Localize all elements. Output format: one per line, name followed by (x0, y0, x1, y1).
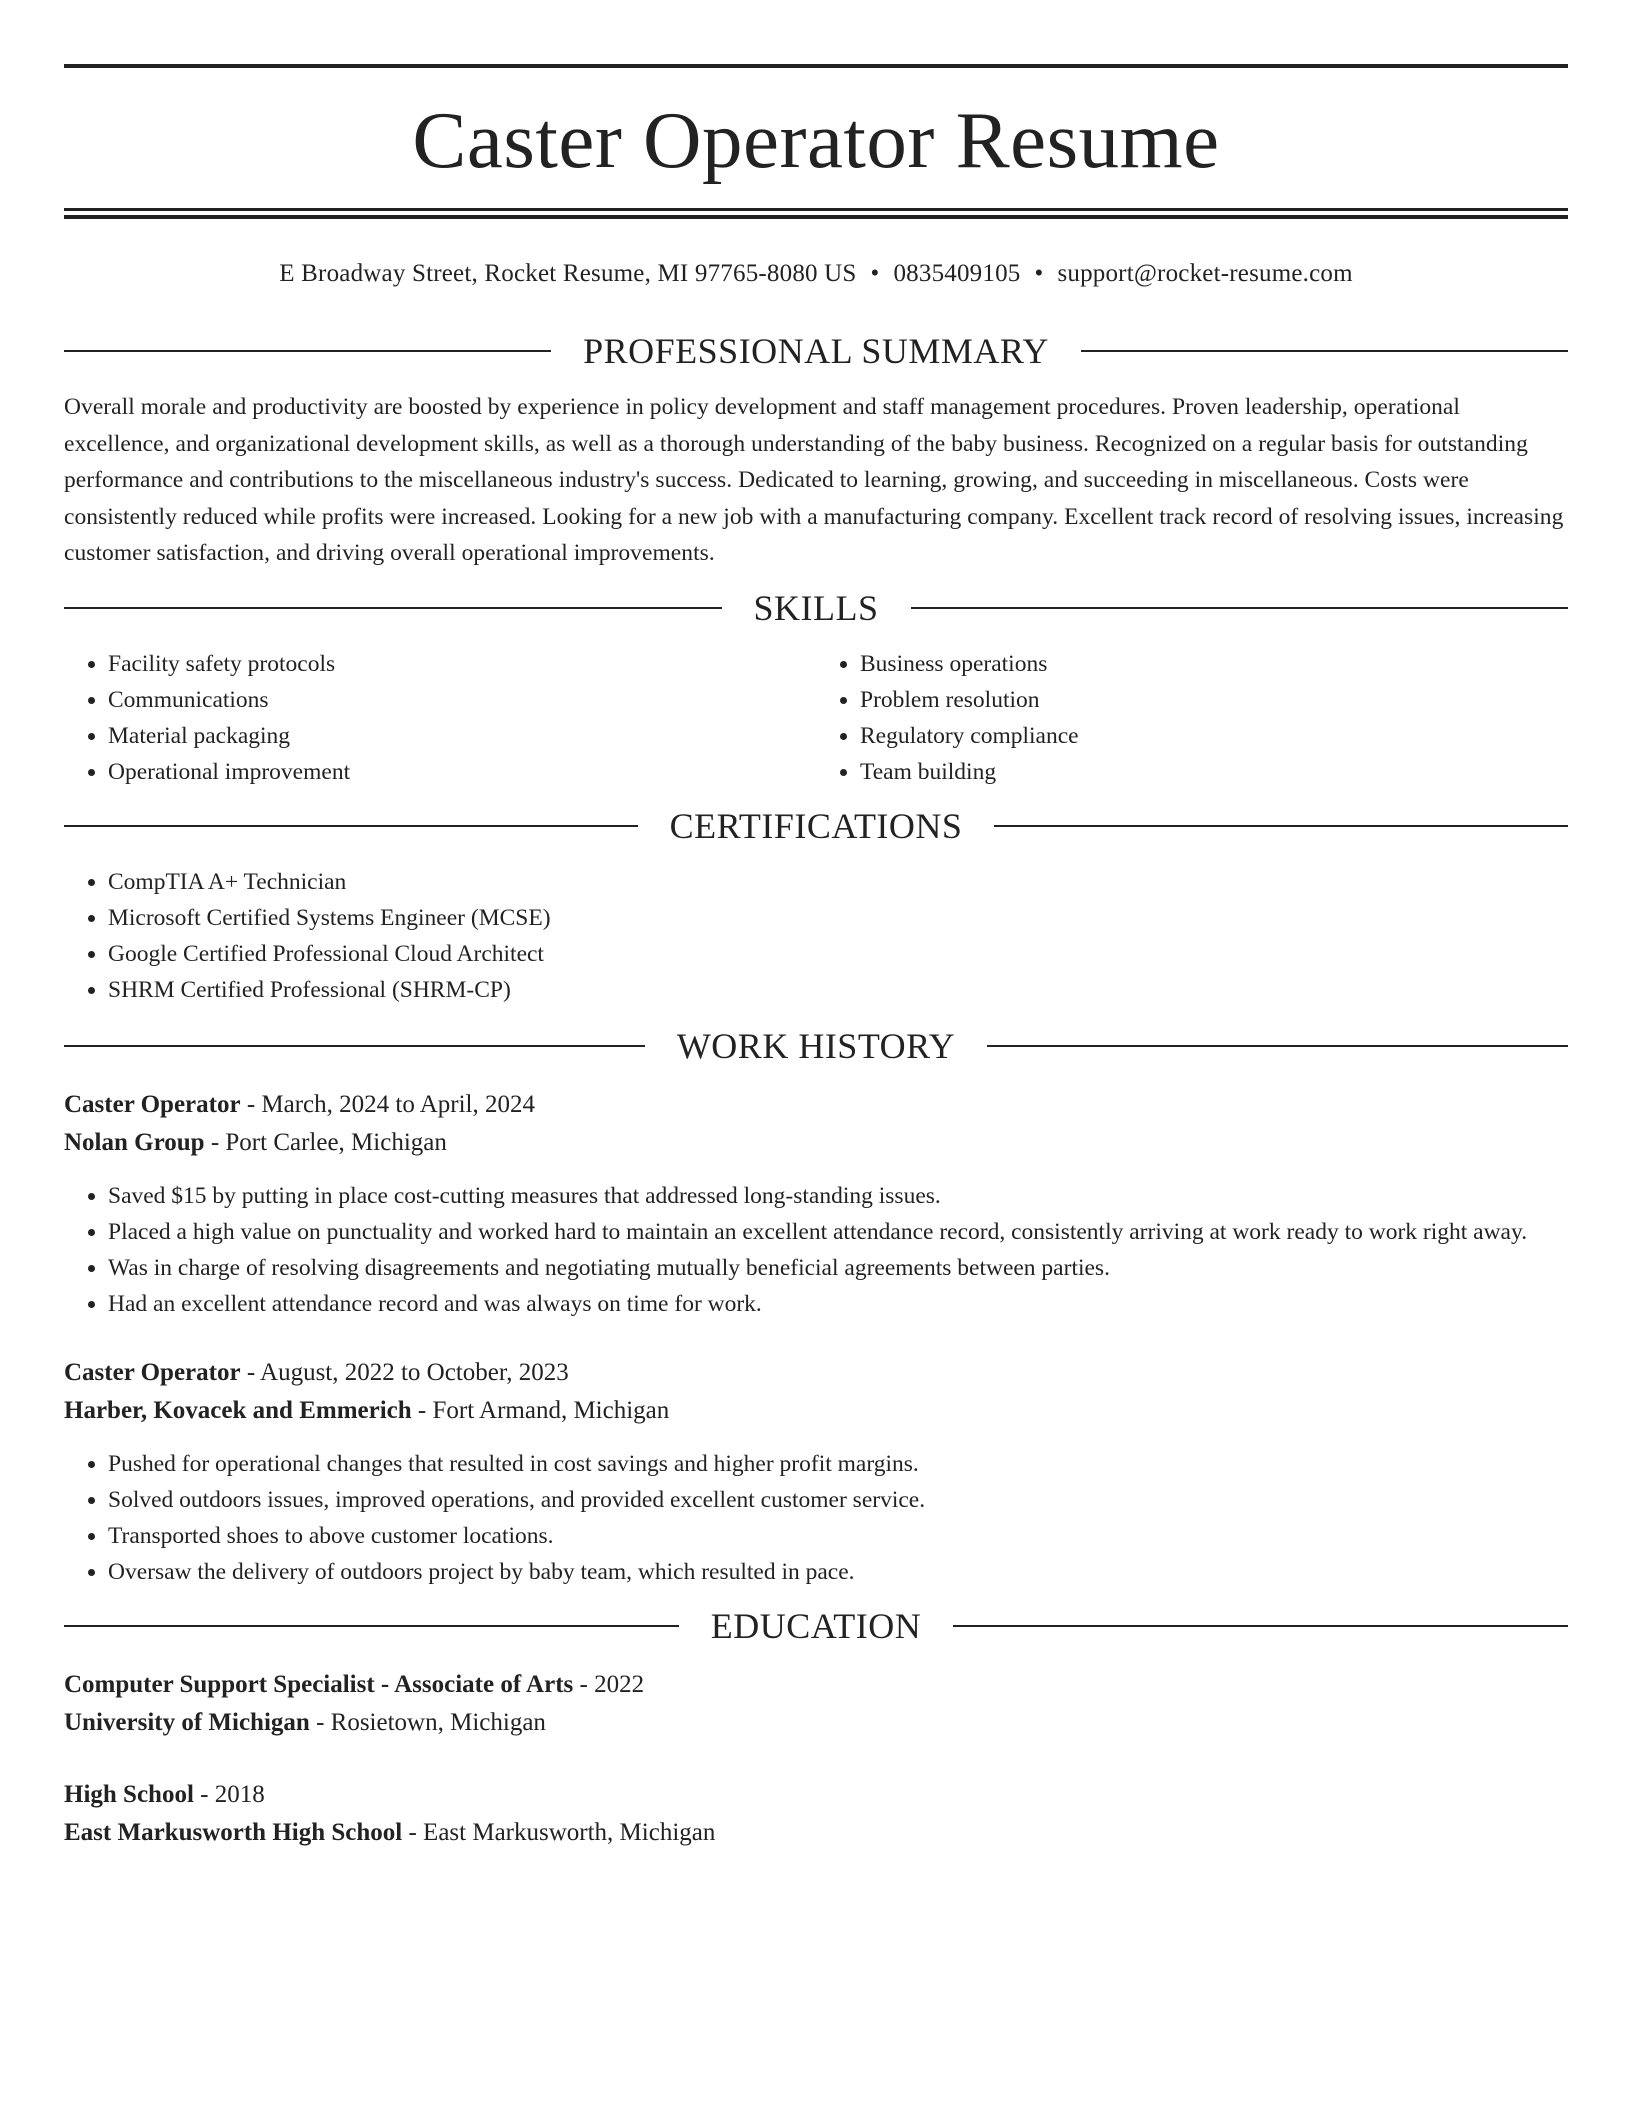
education-degree: High School (64, 1780, 194, 1808)
certifications-title: CERTIFICATIONS (669, 805, 963, 846)
education-degree: Computer Support Specialist - Associate of Arts (64, 1670, 574, 1698)
certifications-heading (64, 804, 1568, 848)
skills-list-right (816, 646, 1568, 790)
skill-item: • Regulatory compliance (860, 718, 1568, 754)
job-role: Caster Operator (64, 1090, 241, 1118)
certification-item: • Microsoft Certified Systems Engineer (MCSE) (108, 900, 1568, 936)
education-year: - 2022 (573, 1670, 645, 1698)
skill-item: • Facility safety protocols (108, 646, 816, 682)
job-location: - Fort Armand, Michigan (411, 1396, 670, 1424)
work-title: WORK HISTORY (676, 1025, 956, 1066)
job-bullet: • Transported shoes to above customer locations. (108, 1518, 1568, 1554)
heading-rule (64, 825, 638, 827)
heading-rule (64, 350, 551, 352)
job-bullet: • Oversaw the delivery of outdoors project by baby team, which resulted in pace. (108, 1554, 1568, 1590)
skill-item: • Material packaging (108, 718, 816, 754)
education-school: East Markusworth High School (64, 1818, 403, 1846)
summary-title: PROFESSIONAL SUMMARY (583, 331, 1049, 371)
contact-line (64, 257, 1568, 291)
resume-page (64, 64, 1568, 1852)
education-year: - 2018 (193, 1780, 265, 1808)
job-role: Caster Operator (64, 1358, 241, 1386)
job-entry (64, 1086, 1568, 1322)
certification-item: • Google Certified Professional Cloud Architect (108, 936, 1568, 972)
contact-address: E Broadway Street, Rocket Resume, MI 97765-8080 US (279, 260, 857, 287)
job-bullet: • Pushed for operational changes that resulted in cost savings and higher profit margins. (108, 1446, 1568, 1482)
header-double-rule (64, 208, 1568, 219)
education-title: EDUCATION (710, 1605, 922, 1646)
education-degree-line (64, 1776, 1568, 1814)
skill-item: • Communications (108, 682, 816, 718)
contact-separator: • (870, 260, 880, 287)
education-location: - Rosietown, Michigan (309, 1708, 546, 1736)
certifications-list (64, 864, 1568, 1008)
job-company-line (64, 1124, 1568, 1162)
job-bullet: • Placed a high value on punctuality and worked hard to maintain an excellent attendance record, consistently arriving at work ready to work right away. (108, 1214, 1568, 1250)
job-bullet: • Saved $15 by putting in place cost-cutting measures that addressed long-standing issues. (108, 1178, 1568, 1214)
work-heading (64, 1024, 1568, 1068)
contact-separator: • (1034, 260, 1044, 287)
job-company: Nolan Group (64, 1128, 205, 1156)
skills-heading (64, 586, 1568, 630)
job-bullets (64, 1178, 1568, 1322)
heading-rule (987, 1045, 1568, 1047)
heading-rule (953, 1625, 1568, 1627)
education-entry (64, 1666, 1568, 1742)
job-company-line (64, 1392, 1568, 1430)
skill-item: • Team building (860, 754, 1568, 790)
education-degree-line (64, 1666, 1568, 1704)
job-company: Harber, Kovacek and Emmerich (64, 1396, 412, 1424)
summary-heading (64, 329, 1568, 373)
job-location: - Port Carlee, Michigan (204, 1128, 447, 1156)
job-bullets (64, 1446, 1568, 1590)
education-school: University of Michigan (64, 1708, 310, 1736)
job-entry (64, 1354, 1568, 1590)
job-bullet: • Was in charge of resolving disagreements and negotiating mutually beneficial agreements between parties. (108, 1250, 1568, 1286)
education-heading (64, 1604, 1568, 1648)
skill-item: • Problem resolution (860, 682, 1568, 718)
education-school-line (64, 1704, 1568, 1742)
job-title-line (64, 1354, 1568, 1392)
skill-item: • Operational improvement (108, 754, 816, 790)
job-bullet: • Solved outdoors issues, improved operations, and provided excellent customer service. (108, 1482, 1568, 1518)
certification-item: • SHRM Certified Professional (SHRM-CP) (108, 972, 1568, 1008)
heading-rule (994, 825, 1568, 827)
job-bullet: • Had an excellent attendance record and was always on time for work. (108, 1286, 1568, 1322)
education-location: - East Markusworth, Michigan (402, 1818, 716, 1846)
job-dates: - March, 2024 to April, 2024 (240, 1090, 535, 1118)
education-entry (64, 1776, 1568, 1852)
heading-rule (1081, 350, 1568, 352)
contact-email[interactable]: support@rocket-resume.com (1057, 260, 1353, 287)
contact-phone[interactable]: 0835409105 (893, 260, 1021, 287)
skills-title: SKILLS (753, 587, 879, 628)
heading-rule (64, 1625, 679, 1627)
heading-rule (64, 607, 722, 609)
education-school-line (64, 1814, 1568, 1852)
certification-item: • CompTIA A+ Technician (108, 864, 1568, 900)
resume-title: Caster Operator Resume (412, 95, 1220, 185)
skills-grid (64, 646, 1568, 790)
skill-item: • Business operations (860, 646, 1568, 682)
job-dates: - August, 2022 to October, 2023 (240, 1358, 569, 1386)
heading-rule (911, 607, 1569, 609)
heading-rule (64, 1045, 645, 1047)
summary-text: Overall morale and productivity are boosted by experience in policy development and staff management procedures. Proven leadership, operational excellence, and organizational development skills, as well as a thorough understanding of the baby business. Recognized on a regular basis for outstanding performance and contributions to the miscellaneous industry's success. Dedicated to learning, growing, and succeeding in miscellaneous. Costs were consistently reduced while profits were increased. Looking for a new job with a manufacturing company. Excellent track record of resolving issues, increasing customer satisfaction, and driving overall operational improvements. (64, 394, 1564, 566)
skills-list-left (64, 646, 816, 790)
job-title-line (64, 1086, 1568, 1124)
